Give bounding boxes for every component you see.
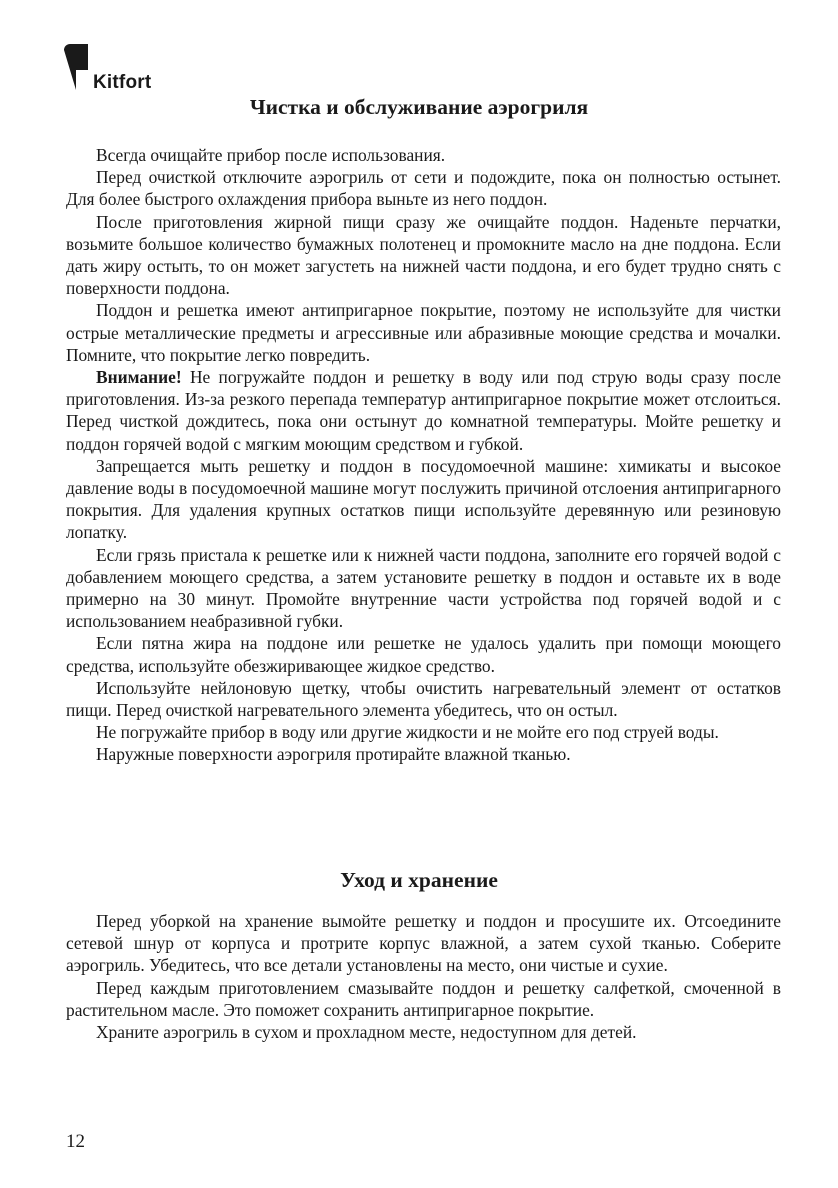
paragraph: Поддон и решетка имеют антипригарное покрытие, поэтому не используйте для чистки острые металлические предметы и агрессивные или абразивные моющие средства и мочалки. Помните, что покрытие легко повредить. <box>66 300 781 365</box>
paragraph: Перед очисткой отключите аэрогриль от сети и подождите, пока он полностью остынет. Для более быстрого охлаждения прибора выньте из него поддон. <box>66 167 781 210</box>
paragraph: Храните аэрогриль в сухом и прохладном месте, недоступном для детей. <box>96 1022 637 1043</box>
kitfort-flag-logo-icon <box>64 44 88 92</box>
section-title-cleaning: Чистка и обслуживание аэрогриля <box>249 95 589 119</box>
brand-name: Kitfort <box>93 72 152 93</box>
paragraph: Перед каждым приготовлением смазывайте поддон и решетку салфеткой, смоченной в растительном масле. Это поможет сохранить антипригарное покрытие. <box>66 977 781 1020</box>
paragraph: Перед уборкой на хранение вымойте решетку и поддон и просушите их. Отсоедините сетевой шнур от корпуса и протрите корпус влажной, а затем сухой тканью. Соберите аэрогриль. Убедитесь, что все детали установлены на место, они чистые и сухие. <box>66 911 781 976</box>
cleaning-section-body <box>66 144 781 766</box>
paragraph: Наружные поверхности аэрогриля протирайте влажной тканью. <box>96 744 571 765</box>
paragraph: Всегда очищайте прибор после использования. <box>96 145 446 165</box>
paragraph: Не погружайте прибор в воду или другие жидкости и не мойте его под струей воды. <box>96 722 719 743</box>
paragraph: Если грязь пристала к решетке или к нижней части поддона, заполните его горячей водой с добавлением моющего средства, а затем установите решетку в поддон и оставьте их в воде примерно на 30 минут. Промойте внутренние части устройства под горячей водой и с использованием неабразивной губки. <box>66 544 781 632</box>
care-storage-section-body <box>66 910 781 1043</box>
page-number: 12 <box>66 1131 85 1152</box>
brand-logo <box>64 44 151 92</box>
paragraph: После приготовления жирной пищи сразу же очищайте поддон. Наденьте перчатки, возьмите большое количество бумажных полотенец и промокните масло на дне поддона. Если дать жиру остыть, то он может загустеть на нижней части поддона, и его будет трудно снять с поверхности поддона. <box>66 211 781 299</box>
warning-label: Внимание! <box>96 367 182 388</box>
section-title-care-storage: Уход и хранение <box>340 868 498 892</box>
warning-text: Не погружайте поддон и решетку в воду или под струю воды сразу после приготовления. Из-за резкого перепада температур антипригарное покрытие может отслоиться. Перед чисткой дождитесь, пока они остынут до комнатной температуры. Мойте решетку и поддон горячей водой с мягким моющим средством и губкой. <box>66 367 781 454</box>
paragraph: Используйте нейлоновую щетку, чтобы очистить нагревательный элемент от остатков пищи. Перед очисткой нагревательного элемента убедитесь, что он остыл. <box>66 677 781 721</box>
warning-paragraph <box>66 366 781 455</box>
paragraph: Если пятна жира на поддоне или решетке не удалось удалить при помощи моющего средства, используйте обезжиривающее жидкое средство. <box>66 633 781 676</box>
paragraph: Запрещается мыть решетку и поддон в посудомоечной машине: химикаты и высокое давление воды в посудомоечной машине могут послужить причиной отслоения антипригарного покрытия. Для удаления крупных остатков пищи используйте деревянную или резиновую лопатку. <box>66 455 781 543</box>
